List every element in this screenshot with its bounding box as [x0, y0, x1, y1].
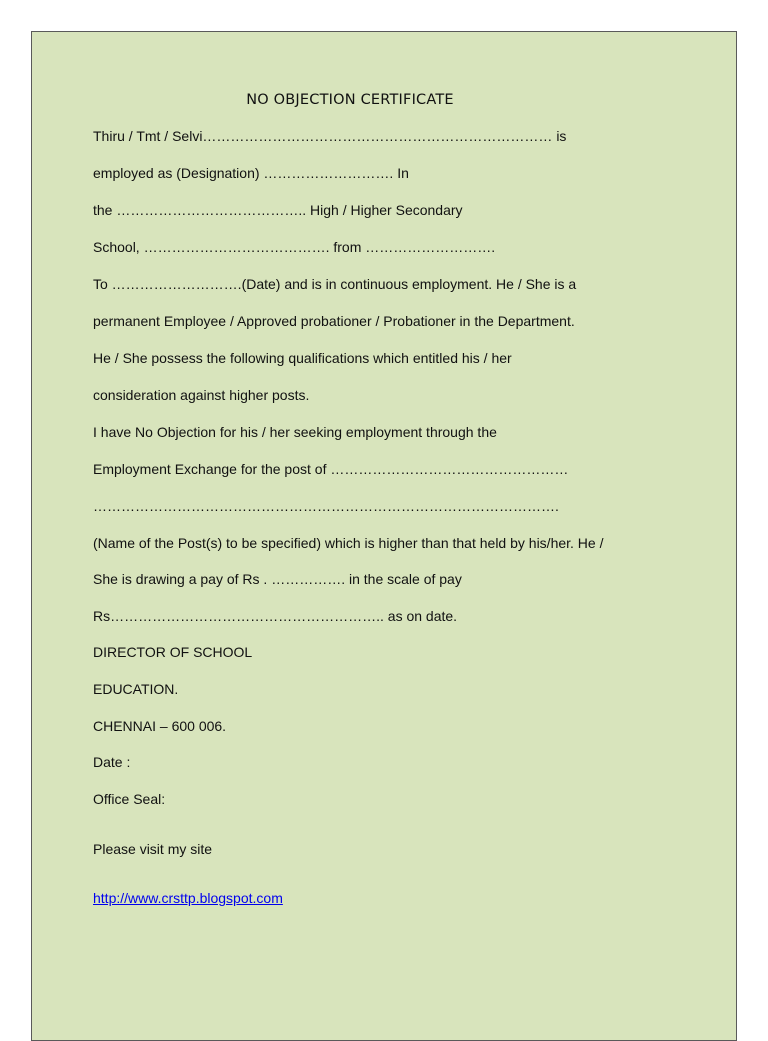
text-line-school-from: School, …………………………………. from ……………………….: [93, 239, 496, 255]
site-link[interactable]: http://www.crsttp.blogspot.com: [93, 890, 283, 906]
document-title: NO OBJECTION CERTIFICATE: [246, 92, 454, 108]
text-line-director: DIRECTOR OF SCHOOL: [93, 644, 253, 660]
text-line-education: EDUCATION.: [93, 681, 179, 697]
text-line-permanent: permanent Employee / Approved probationer / Probationer in the Department.: [93, 313, 575, 329]
certificate-page: [31, 31, 737, 1041]
text-line-date: Date :: [93, 754, 131, 770]
text-line-thiru: Thiru / Tmt / Selvi………………………………………………………………… is: [93, 128, 567, 144]
text-line-rs: Rs………………………………………………….. as on date.: [93, 608, 458, 624]
text-line-office-seal: Office Seal:: [93, 791, 166, 807]
text-line-visit-site: Please visit my site: [93, 841, 213, 857]
text-line-designation: employed as (Designation) ………………………. In: [93, 165, 409, 181]
text-line-qualifications: He / She possess the following qualifications which entitled his / her: [93, 350, 512, 366]
text-line-date-employment: To ……………………….(Date) and is in continuous employment. He / She is a: [93, 276, 577, 292]
text-line-school-type: the ………………………………….. High / Higher Secondary: [93, 202, 463, 218]
text-line-dotted: ……………………………………………………………………………………….: [93, 498, 559, 514]
text-line-pay: She is drawing a pay of Rs . ……………. in the scale of pay: [93, 571, 462, 587]
text-line-chennai: CHENNAI – 600 006.: [93, 718, 227, 734]
text-line-exchange-post: Employment Exchange for the post of ……………………………………………: [93, 461, 569, 477]
text-line-no-objection: I have No Objection for his / her seeking employment through the: [93, 424, 497, 440]
text-line-consideration: consideration against higher posts.: [93, 387, 310, 403]
text-line-post-name: (Name of the Post(s) to be specified) which is higher than that held by his/her. He /: [93, 535, 604, 551]
